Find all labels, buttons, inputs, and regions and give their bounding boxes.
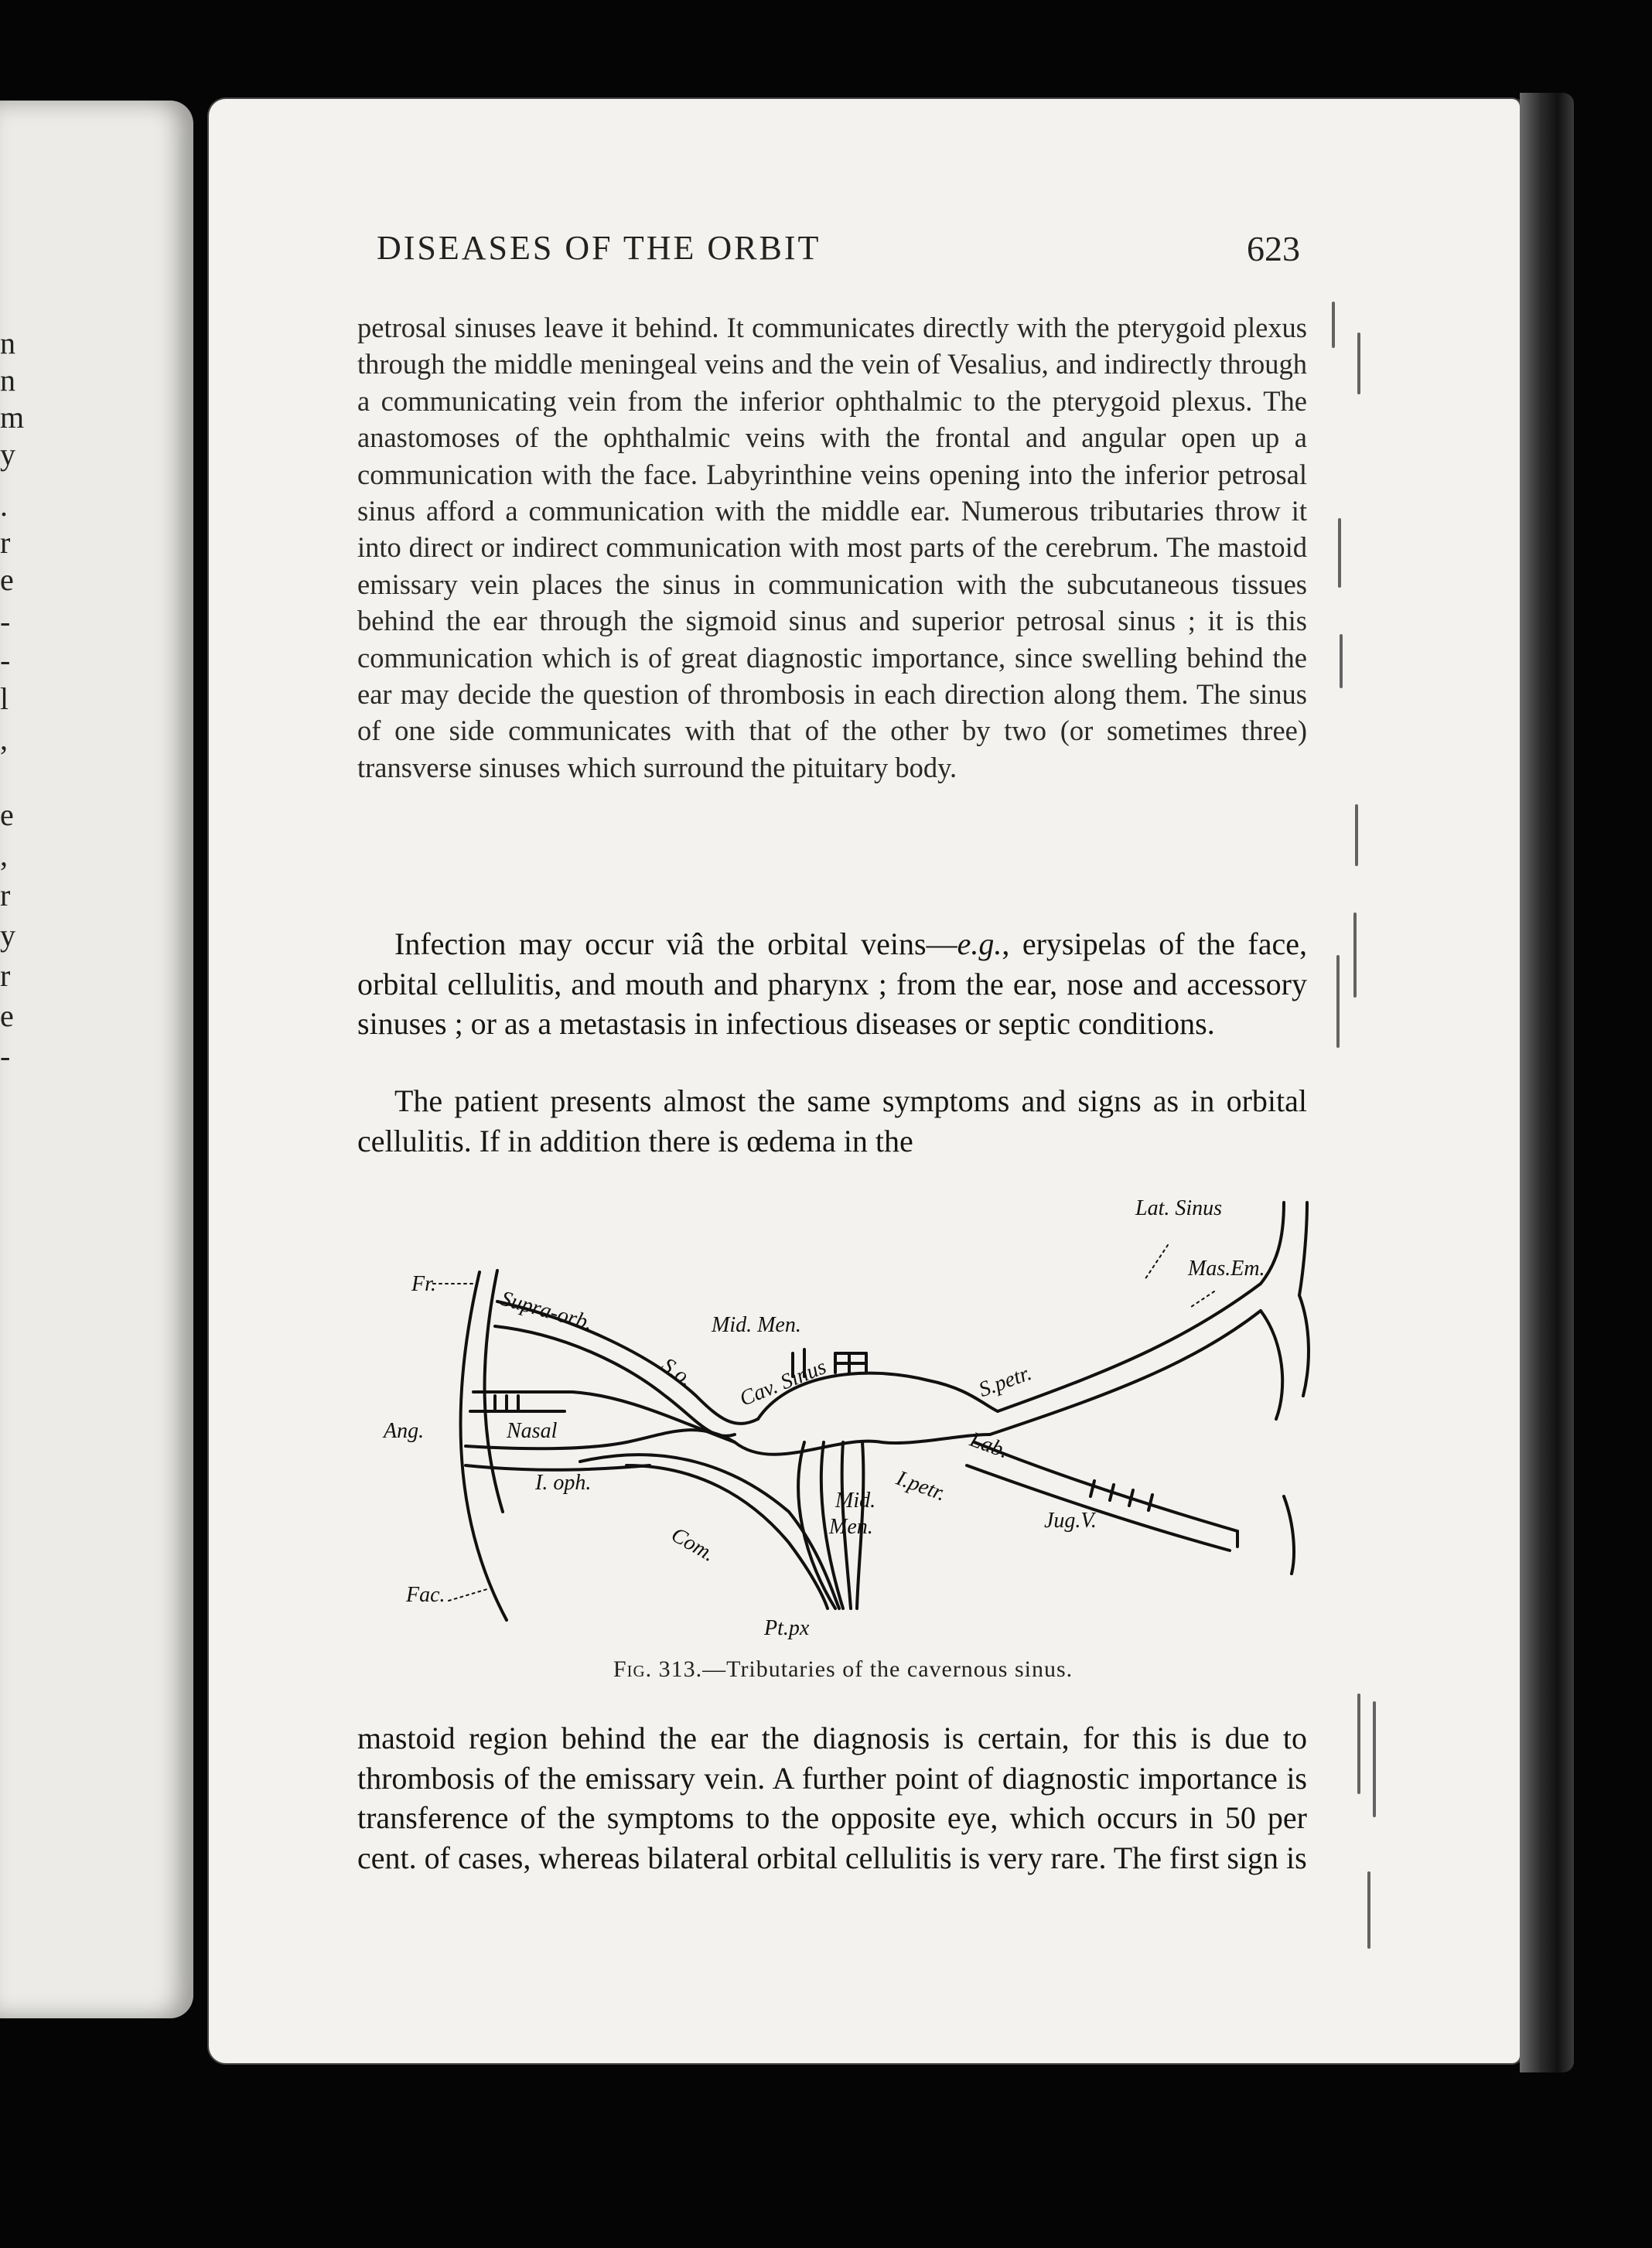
figure-caption-text: —Tributaries of the cavernous sinus.: [702, 1656, 1073, 1682]
label-nasal: Nasal: [507, 1419, 558, 1443]
label-pt-px: Pt.px: [764, 1616, 810, 1640]
infection-emphasis: e.g.: [957, 926, 1002, 961]
diagram-pointer: [1145, 1245, 1168, 1280]
label-i-oph: I. oph.: [535, 1471, 592, 1495]
left-fragment: m: [0, 400, 25, 435]
label-mid-bottom: Mid.: [835, 1489, 876, 1513]
left-fragment: ,: [0, 721, 8, 756]
pencil-mark: [1338, 518, 1341, 588]
left-fragment: l: [0, 681, 9, 716]
label-i-petr: I.petr.: [893, 1465, 949, 1506]
pencil-mark: [1353, 913, 1357, 998]
label-mid-men-top: Mid. Men.: [712, 1313, 801, 1337]
diagram-vein: [1261, 1311, 1282, 1419]
paragraph-infection: [357, 924, 1307, 1044]
label-cav-sinus: Cav. Sinus: [736, 1355, 830, 1411]
label-lat-sinus: Lat. Sinus: [1135, 1196, 1223, 1220]
pencil-mark: [1367, 1871, 1370, 1949]
label-s-petr: S.petr.: [975, 1361, 1035, 1403]
diagram-vein: [580, 1455, 839, 1608]
diagram-vein: [1299, 1202, 1307, 1295]
label-fr: Fr.: [411, 1272, 436, 1296]
left-fragment: n: [0, 326, 15, 360]
paragraph-continued: petrosal sinuses leave it behind. It communicates directly with the pterygoid plexus through the middle meningeal veins and the vein of Vesalius, and indirectly through a communicating vein from the inferior ophthalmic to the pterygoid plexus. The anastomoses of the ophthalmic veins with the frontal and angular open up a communication with the face. Labyrinthine veins opening into the inferior petrosal sinus afford a communication with the middle ear. Numerous tributaries throw it into direct or indirect communication with most parts of the cerebrum. The mastoid emissary vein places the sinus in communication with the subcutaneous tissues behind the ear through the sigmoid sinus and superior petrosal sinus ; it is this communication which is of great diagnostic importance, since swelling behind the ear may decide the question of thrombosis in each direction along them. The sinus of one side communicates with that of the other by two (or sometimes three) transverse sinuses which surround the pituitary body.: [357, 312, 1307, 783]
left-fragment: r: [0, 878, 11, 913]
left-fragment: y: [0, 918, 15, 953]
infection-text-after: , erysipelas of the face, orbital cellulitis, and mouth and pharynx ; from the ear, nose and accessory sinuses ; or as a metastasis in infectious diseases or septic conditions.: [357, 926, 1307, 1041]
label-com: Com.: [667, 1523, 719, 1567]
diagram-vein: [974, 1442, 1237, 1547]
diagram-pointer: [1191, 1291, 1214, 1307]
pencil-mark: [1336, 955, 1340, 1048]
left-fragment: n: [0, 363, 15, 397]
left-fragment: -: [0, 643, 11, 677]
label-supra-orb: Supra-orb.: [497, 1286, 596, 1336]
diagram-vein: [1299, 1295, 1309, 1396]
diagram-vein: [967, 1465, 1230, 1550]
left-fragment: y: [0, 437, 15, 472]
pencil-mark: [1357, 1694, 1360, 1794]
pencil-mark: [1357, 333, 1360, 394]
pencil-mark: [1332, 302, 1335, 348]
label-fac: Fac.: [406, 1583, 445, 1607]
label-men-bottom: Men.: [829, 1515, 873, 1539]
left-fragment: .: [0, 488, 8, 523]
infection-text-before: Infection may occur viâ the orbital veins—: [394, 926, 957, 961]
left-fragment: -: [0, 1039, 11, 1073]
running-head: DISEASES OF THE ORBIT: [377, 229, 821, 267]
label-ang: Ang.: [384, 1419, 425, 1443]
diagram-vein: [495, 1396, 518, 1411]
diagram-pointer: [449, 1589, 487, 1601]
left-fragment: e: [0, 562, 14, 597]
label-jug-v: Jug.V.: [1044, 1509, 1097, 1533]
left-fragment: e: [0, 797, 14, 832]
left-fragment: r: [0, 958, 11, 993]
pencil-mark: [1340, 634, 1343, 688]
paragraph-final: mastoid region behind the ear the diagnosis is certain, for this is due to thrombosis of the emissary vein. A further point of diagnostic importance is transference of the symptoms to the opposite eye, which occurs in 50 per cent. of cases, whereas bilateral orbital cellulitis is very rare. The first sign is: [357, 1721, 1307, 1875]
page-number: 623: [1247, 229, 1300, 268]
left-fragment: e: [0, 998, 14, 1033]
label-so: S.o.: [657, 1353, 698, 1392]
diagram-vein: [1284, 1496, 1294, 1574]
pencil-mark: [1373, 1701, 1376, 1817]
label-mas-em: Mas.Em.: [1188, 1257, 1265, 1281]
left-fragment: ,: [0, 837, 8, 872]
label-lab: Lab.: [966, 1427, 1012, 1464]
left-page-edge: [0, 101, 193, 2018]
figure-number: Fig. 313.: [613, 1656, 703, 1682]
figure-caption: [371, 1656, 1315, 1683]
book-spine: [1520, 93, 1574, 2072]
left-fragment: r: [0, 525, 11, 560]
figure-cavernous-sinus: [371, 1187, 1315, 1651]
left-fragment: -: [0, 604, 11, 639]
pencil-mark: [1355, 804, 1358, 866]
paragraph-patient: The patient presents almost the same symptoms and signs as in orbital cellulitis. If in addition there is œdema in the: [357, 1083, 1307, 1158]
